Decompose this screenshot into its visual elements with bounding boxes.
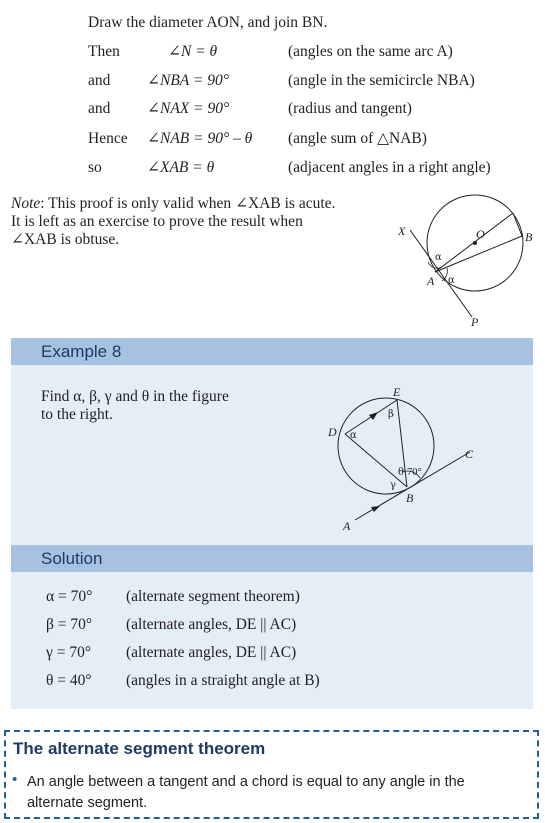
note-line3: ∠XAB is obtuse. — [11, 231, 120, 248]
label-b: B — [525, 230, 533, 244]
solution-reason: (alternate angles, DE || AC) — [126, 644, 297, 661]
proof-connective: so — [88, 159, 102, 176]
proof-row — [0, 130, 545, 154]
solution-statement: γ = 70° — [46, 644, 92, 661]
example-question — [41, 388, 229, 424]
proof-statement: ∠NBA = 90° — [147, 72, 229, 89]
label-alpha: α — [448, 275, 455, 286]
example-header — [11, 338, 533, 365]
solution-row — [11, 588, 533, 612]
circle-outline — [338, 398, 434, 494]
example-figure — [320, 380, 510, 530]
proof-connective: Then — [88, 43, 120, 60]
example-title: Example 8 — [41, 342, 122, 361]
proof-statement: ∠NAB = 90° – θ — [147, 130, 253, 147]
tangent-chord-figure — [390, 190, 545, 335]
note-line1: : This proof is only valid when ∠XAB is acute. — [40, 195, 336, 212]
proof-reason: (adjacent angles in a right angle) — [288, 159, 491, 176]
label-x: X — [398, 224, 406, 238]
label-seventy: 70° — [407, 467, 422, 478]
chord-ab — [435, 236, 522, 272]
question-line1: Find α, β, γ and θ in the figure — [41, 388, 229, 405]
solution-reason: (alternate angles, DE || AC) — [126, 616, 297, 633]
question-line2: to the right. — [41, 406, 113, 423]
note-text — [11, 195, 381, 249]
note-line — [11, 195, 381, 213]
solution-statement: β = 70° — [46, 616, 93, 633]
proof-statement: ∠N = θ — [168, 43, 218, 60]
chord-db — [345, 434, 407, 487]
label-b: B — [406, 491, 414, 505]
label-alpha: α — [350, 430, 357, 441]
arrow-ac — [371, 506, 380, 512]
tangent-line — [410, 230, 472, 317]
note-label: Note — [11, 195, 41, 212]
label-a: A — [343, 519, 351, 530]
solution-title: Solution — [41, 549, 103, 568]
arrow-de — [369, 412, 378, 420]
proof-row — [0, 100, 545, 124]
proof-reason: (radius and tangent) — [288, 100, 412, 117]
solution-row — [11, 644, 533, 668]
label-o: O — [476, 227, 485, 241]
solution-reason: (angles in a straight angle at B) — [126, 672, 320, 689]
theorem-line2: alternate segment. — [27, 795, 148, 811]
note-line2: It is left as an exercise to prove the result when — [11, 213, 303, 230]
solution-statement: α = 70° — [46, 588, 93, 605]
proof-intro: Draw the diameter AON, and join BN. — [88, 14, 328, 31]
line-bn — [513, 213, 522, 236]
solution-row — [11, 616, 533, 640]
label-e: E — [393, 385, 401, 399]
proof-connective: Hence — [88, 130, 128, 147]
proof-row — [0, 159, 545, 183]
proof-statement: ∠XAB = θ — [147, 159, 215, 176]
theorem-box — [4, 730, 539, 819]
solution-statement: θ = 40° — [46, 672, 92, 689]
label-theta: θ — [398, 467, 405, 478]
proof-row — [0, 72, 545, 96]
label-gamma: γ — [390, 480, 396, 491]
theorem-line1: An angle between a tangent and a chord is equal to any angle in the — [27, 774, 465, 790]
proof-reason: (angle in the semicircle NBA) — [288, 72, 475, 89]
proof-connective: and — [88, 100, 111, 117]
label-p: P — [471, 315, 479, 329]
label-d: D — [328, 425, 337, 439]
theorem-statement — [27, 772, 465, 814]
label-a: A — [427, 274, 435, 288]
label-c: C — [465, 447, 474, 461]
theorem-title: The alternate segment theorem — [13, 739, 266, 758]
tangent-line — [355, 452, 470, 520]
bullet-icon: • — [12, 771, 18, 788]
proof-reason: (angle sum of △NAB) — [288, 130, 427, 147]
line-an — [435, 213, 513, 272]
proof-statement: ∠NAX = 90° — [147, 100, 230, 117]
proof-connective: and — [88, 72, 111, 89]
label-alpha: α — [435, 252, 442, 263]
solution-row — [11, 672, 533, 696]
label-beta: β — [388, 409, 394, 420]
proof-reason: (angles on the same arc A) — [288, 43, 453, 60]
solution-reason: (alternate segment theorem) — [126, 588, 300, 605]
solution-header — [11, 545, 533, 572]
proof-row — [0, 43, 545, 67]
